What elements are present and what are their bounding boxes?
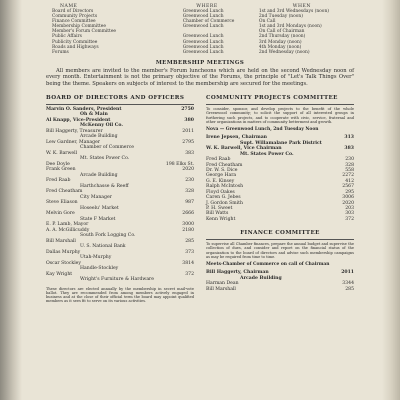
- board-member-name: W. K. Barwell: [46, 151, 78, 157]
- member-phone: 303: [345, 211, 354, 217]
- board-member-name: Lew Gardner, Manager: [46, 140, 100, 146]
- schedule-when: 4th Monday (noon): [258, 44, 302, 50]
- schedule-when: On Call of Chairman: [258, 29, 305, 35]
- board-member-phone: 383: [185, 151, 194, 157]
- board-member-phone: 230: [185, 178, 194, 184]
- schedule-table: [46, 9, 354, 55]
- community-meeting: Nova — Greenwood Lunch, 2nd Tuesday Noon: [206, 127, 319, 133]
- board-member-affiliation: Mt. States Power Co.: [80, 156, 130, 162]
- schedule-name: Membership Committee: [52, 24, 106, 30]
- board-member-name: Oscar Stockley: [46, 260, 81, 266]
- board-member-name: Fred Raab: [46, 178, 71, 184]
- community-divider: [206, 104, 354, 105]
- schedule-when: On Call: [258, 19, 276, 25]
- board-member-phone: 3000: [182, 222, 194, 228]
- leader-phone: 383: [344, 146, 354, 152]
- board-divider: [46, 104, 194, 105]
- board-member-phone: 987: [185, 200, 194, 206]
- finance-title: FINANCE COMMITTEE: [240, 230, 320, 237]
- member-phone: 2272: [342, 173, 354, 179]
- schedule-when: 2nd Thursday (noon): [258, 34, 306, 40]
- board-member-name: Melvin Gore: [46, 211, 75, 217]
- board-member-name: Marvin O. Sanders, President: [46, 107, 122, 113]
- member-name: Bill Watts: [206, 211, 229, 217]
- board-member-phone: 285: [185, 238, 194, 244]
- board-member-name: Bill Marshall: [46, 238, 76, 244]
- schedule-where: Greenwood Lunch: [182, 44, 224, 50]
- member-name: P. H. Sweet: [206, 205, 233, 211]
- board-member-phone: 3814: [182, 260, 194, 266]
- finance-leaders: [206, 270, 354, 281]
- header-when: WHEN: [292, 4, 311, 9]
- member-name: Caren G. Jebes: [206, 195, 241, 201]
- schedule-name: Member's Forum Committee: [52, 29, 117, 35]
- board-member-affiliation: Arcade Building: [80, 172, 118, 178]
- finance-meeting: Meets-Chamber of Commerce on call of Chairman: [206, 262, 330, 268]
- member-phone: 412: [345, 178, 354, 184]
- board-member-affiliation: Chamber of Commerce: [80, 145, 135, 151]
- board-column: [46, 95, 194, 304]
- committees-column: [206, 95, 354, 304]
- board-member-phone: 373: [185, 249, 194, 255]
- board-member-affiliation: Wright's Furniture & Hardware: [80, 277, 154, 283]
- schedule-name: Finance Committee: [52, 19, 96, 25]
- finance-members: [206, 281, 354, 292]
- board-member-name: Dee Doyle: [46, 162, 70, 168]
- schedule-where: Greenwood Lunch: [182, 9, 224, 14]
- board-member-phone: 328: [185, 189, 194, 195]
- member-phone: 2020: [342, 200, 354, 206]
- member-name: Dr. W. S. Dice: [206, 168, 238, 174]
- community-leaders: [206, 135, 354, 157]
- leader-name: W. K. Barwell, Vice Chairman: [206, 146, 282, 152]
- board-member-affiliation: Utah-Murphy: [80, 255, 112, 261]
- board-member-phone: 2180: [182, 227, 194, 233]
- schedule-name: Forums: [52, 49, 69, 55]
- leader-phone: 2011: [341, 270, 354, 276]
- board-member-name: Fred Cheatham: [46, 189, 83, 195]
- member-name: Ralph McIntosh: [206, 184, 244, 190]
- two-column-section: [46, 95, 354, 304]
- board-member-phone: 2666: [182, 211, 194, 217]
- member-name: George Hara: [206, 173, 237, 179]
- member-phone: 3006: [342, 195, 354, 201]
- community-members: [206, 157, 354, 222]
- board-member-phone: 2795: [182, 140, 194, 146]
- leader-affiliation: Arcade Building: [240, 275, 282, 281]
- member-phone: 2567: [342, 184, 354, 190]
- schedule-when: 2nd Tuesday (noon): [258, 14, 303, 20]
- board-member-name: Kay Wright: [46, 271, 73, 277]
- schedule-when: 3rd Monday (noon): [258, 39, 302, 45]
- board-member-affiliation: Arcade Building: [80, 134, 118, 140]
- member-name: Harman Dean: [206, 281, 239, 287]
- board-member-name: A. A. McGillicuddy: [46, 227, 90, 233]
- board-member-name: Bill Haggerty, Treasurer: [46, 129, 103, 135]
- board-member-affiliation: Handle-Stockley: [80, 266, 119, 272]
- board-member-affiliation: Harthchasse & Reeff: [80, 183, 129, 189]
- member-phone: 328: [345, 162, 354, 168]
- board-member-phone: 2011: [182, 129, 194, 135]
- board-member-phone: 198 Elks St.: [165, 162, 194, 168]
- board-member-affiliation: State F Market: [80, 216, 116, 222]
- board-note: These directors are elected annually by the membership in secret mail-vote ballot. They are recommended from among members actively engaged in business and at the close of their official term the board may appoint qualified members as it sees fit to serve on its various activities.: [46, 286, 194, 304]
- schedule-where: Greenwood Lunch: [182, 39, 224, 45]
- member-name: G. E. Kinsey: [206, 178, 235, 184]
- member-name: Kenn Wright: [206, 216, 236, 222]
- leader-phone: 313: [344, 135, 354, 141]
- community-intro: To consider, sponsor, and develop projects to the benefit of the whole Greenwood community; to solicit the support of all interested groups in furthering such projects, and to cooperate with civic, service, fraternal and other organizations in matters of community betterment and growth.: [206, 107, 354, 124]
- member-phone: 372: [345, 216, 354, 222]
- schedule-name: Board of Directors: [52, 9, 94, 14]
- leader-name: Bill Haggerty, Chairman: [206, 270, 269, 276]
- board-list: [46, 107, 194, 283]
- member-phone: 3344: [342, 281, 354, 287]
- schedule-when: 1st and 3rd Mondays (noon): [258, 24, 322, 30]
- member-phone: 558: [345, 168, 354, 174]
- member-name: Fred Raab: [206, 157, 231, 163]
- leader-affiliation: Supt. Willamalane Park District: [240, 140, 322, 146]
- member-phone: 295: [345, 189, 354, 195]
- finance-intro: To supervise all Chamber finances, prepare the annual budget and supervise the collection of dues, and consider and report on the financial status of the organization to the board of directors and advise such membership campaigns as may be required from time to time.: [206, 242, 354, 260]
- member-phone: 230: [345, 157, 354, 163]
- membership-meetings-text: All members are invited to the member's Forum luncheons which are held on the second Wednesday noon of every month. Entertainment is not the primary objective of the Forums, the principle of "Let's Talk Things Over" being the theme. Speakers on subjects of interest to the membership are secured for the meetings.: [46, 67, 354, 87]
- schedule-name: Community Projects: [52, 14, 98, 20]
- member-name: J. Gordon Smith: [206, 200, 243, 206]
- board-member-affiliation: South Fork Logging Co.: [80, 233, 136, 239]
- finance-divider: [206, 239, 354, 240]
- board-member-name: E. P. Lamb, Mayor: [46, 222, 89, 228]
- board-member-affiliation: Oh & Main: [80, 112, 108, 118]
- board-member-phone: 2020: [182, 167, 194, 173]
- board-member-affiliation: City Manager: [80, 194, 112, 200]
- schedule-name: Public Affairs: [52, 34, 82, 40]
- schedule-when: 1st and 3rd Wednesdays (noon): [258, 9, 329, 14]
- community-member: [206, 217, 354, 222]
- schedule-where: Greenwood Lunch: [182, 14, 224, 20]
- header-where: WHERE: [196, 4, 218, 9]
- schedule-row: [46, 50, 354, 55]
- leader-name: Irene Jepsen, Chairman: [206, 135, 268, 141]
- board-member-phone: 372: [185, 271, 194, 277]
- header-name: NAME: [60, 4, 78, 9]
- schedule-name: Publicity Committee: [52, 39, 98, 45]
- schedule-where: Greenwood Lunch: [182, 49, 224, 55]
- schedule-when: 2nd Wednesday (noon): [258, 49, 310, 55]
- board-member-affiliation: McKenny Oil Co.: [80, 123, 123, 129]
- finance-member: [206, 287, 354, 292]
- schedule-where: Greenwood Lunch: [182, 24, 224, 30]
- board-member-name: Dallas Murphy: [46, 249, 81, 255]
- board-member-phone: 380: [184, 118, 194, 124]
- board-member-affiliation: U. S. National Bank: [80, 244, 126, 250]
- board-member-name: Frank Green: [46, 167, 76, 173]
- member-phone: 203: [345, 205, 354, 211]
- board-title: BOARD OF DIRECTORS AND OFFICERS: [46, 95, 185, 102]
- community-title: COMMUNITY PROJECTS COMMITTEE: [206, 95, 338, 102]
- leader-affiliation: Mt. States Power Co.: [240, 151, 294, 157]
- schedule-where: Chamber of Commerce: [182, 19, 235, 25]
- member-name: Bill Marshall: [206, 286, 236, 292]
- schedule-where: Greenwood Lunch: [182, 34, 224, 40]
- member-name: Fred Cheatham: [206, 162, 243, 168]
- member-phone: 285: [345, 286, 354, 292]
- board-member-name: Al Knapp, Vice-President: [46, 118, 111, 124]
- board-member-affiliation: Hoseelu' Market: [80, 205, 119, 211]
- board-member-name: Steve Eliason: [46, 200, 78, 206]
- schedule-name: Roads and Highways: [52, 44, 99, 50]
- member-name: Floyd Oakes: [206, 189, 235, 195]
- board-member-phone: 2750: [181, 107, 194, 113]
- membership-meetings-title: MEMBERSHIP MEETINGS: [155, 59, 245, 66]
